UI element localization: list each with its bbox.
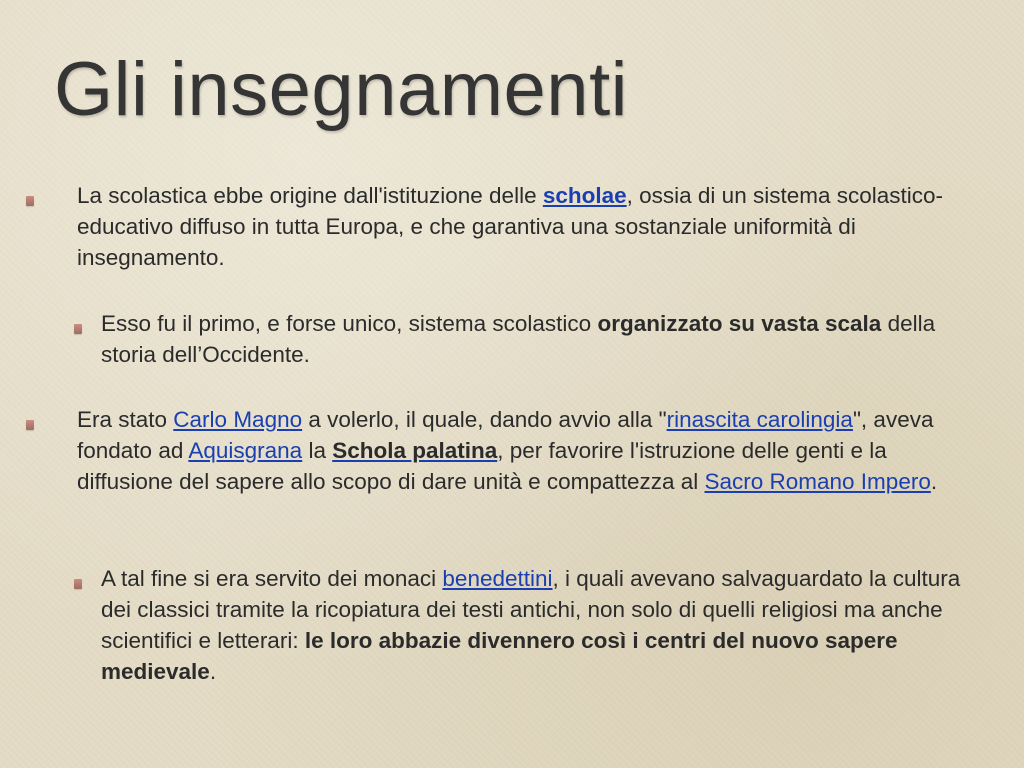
text-segment: ", aveva fondato ad: [77, 407, 934, 463]
text-segment: .: [930, 469, 938, 494]
bullet-text: [77, 180, 977, 273]
link-aquisgrana[interactable]: Aquisgrana: [188, 438, 303, 463]
link-scholae[interactable]: scholae: [542, 183, 627, 208]
bullet-item: [77, 180, 977, 273]
text-segment: .: [209, 659, 217, 684]
text-segment: La scolastica ebbe origine dall'istituzione delle: [77, 183, 543, 208]
bullet-text: [77, 404, 957, 497]
square-bullet-icon: [26, 420, 34, 430]
bullet-text: [101, 563, 961, 687]
text-segment: la: [302, 438, 333, 463]
bullet-text: [101, 308, 961, 370]
text-segment: , per favorire l'istruzione delle genti e la diffusione del sapere allo scopo di dare unità e compattezza al: [77, 438, 887, 494]
text-segment: , ossia di un sistema scolastico-educativo diffuso in tutta Europa, e che garantiva una sostanziale uniformità di insegnamento.: [77, 183, 944, 270]
square-bullet-icon: [74, 579, 82, 589]
bold-text: organizzato su vasta scala: [597, 311, 882, 336]
square-bullet-icon: [74, 324, 82, 334]
text-segment: della storia dell’Occidente.: [101, 311, 936, 367]
sub-bullet-item: [101, 308, 961, 370]
link-schola-palatina[interactable]: [332, 438, 497, 463]
square-bullet-icon: [26, 196, 34, 206]
link-rinascita-carolingia[interactable]: rinascita carolingia: [666, 407, 853, 432]
bold-text: le loro abbazie divennero così i centri del nuovo sapere medievale: [101, 628, 898, 684]
text-segment: A tal fine si era servito dei monaci: [101, 566, 443, 591]
bullet-item: [77, 404, 957, 497]
text-segment: , i quali avevano salvaguardato la cultura dei classici tramite la ricopiatura dei testi antichi, non solo di quelli religiosi ma anche scientifici e letterari:: [101, 566, 961, 653]
text-segment: Esso fu il primo, e forse unico, sistema scolastico: [101, 311, 598, 336]
text-segment: a volerlo, il quale, dando avvio alla ": [302, 407, 667, 432]
link-carlo-magno[interactable]: Carlo Magno: [173, 407, 303, 432]
text-segment: Era stato: [77, 407, 174, 432]
link-benedettini[interactable]: benedettini: [442, 566, 553, 591]
link-sacro-romano-impero[interactable]: Sacro Romano Impero: [704, 469, 931, 494]
slide-title: Gli insegnamenti: [54, 47, 629, 132]
bold-text: Schola palatina: [332, 438, 498, 463]
sub-bullet-item: [101, 563, 961, 687]
